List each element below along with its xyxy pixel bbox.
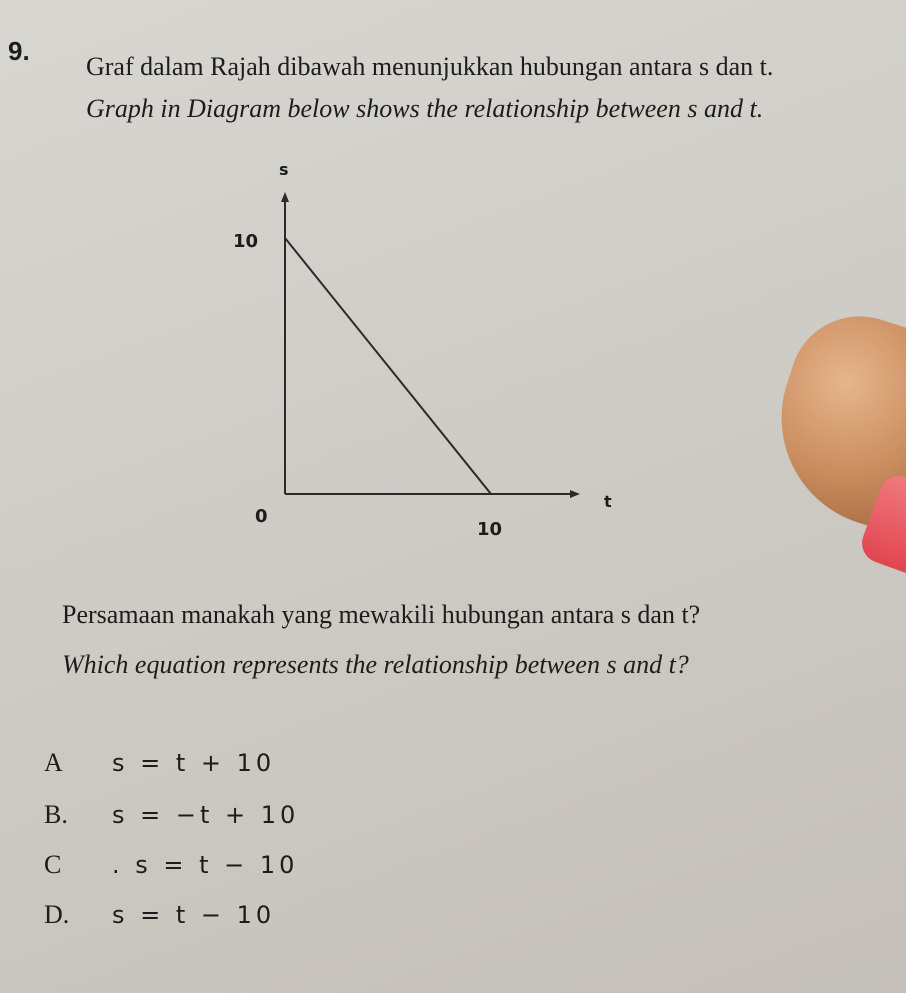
question-text-english: Graph in Diagram below shows the relationship between s and t.	[86, 94, 764, 123]
y-axis-arrow	[281, 192, 289, 202]
x-axis-arrow	[570, 490, 580, 498]
option-letter: B.	[44, 800, 68, 829]
option-b[interactable]	[44, 800, 299, 830]
option-c[interactable]	[44, 850, 298, 880]
option-letter: D.	[44, 900, 70, 929]
option-d[interactable]	[44, 900, 275, 930]
option-expression: s = −t + 10	[112, 801, 300, 829]
y-axis-label: s	[279, 160, 289, 179]
option-letter: C	[44, 850, 62, 879]
prompt-english: Which equation represents the relationship between s and t?	[62, 650, 689, 679]
option-expression: s = t + 10	[112, 749, 276, 777]
data-line	[285, 238, 491, 494]
option-a[interactable]	[44, 748, 275, 778]
option-expression: . s = t − 10	[112, 851, 299, 879]
prompt-malay: Persamaan manakah yang mewakili hubungan antara s dan t?	[62, 600, 701, 629]
question-number: 9.	[8, 36, 30, 66]
origin-label: 0	[255, 506, 268, 527]
x-axis-label: t	[604, 492, 612, 511]
option-letter: A	[44, 748, 63, 777]
question-text-malay: Graf dalam Rajah dibawah menunjukkan hubungan antara s dan t.	[86, 52, 774, 81]
x-tick-label: 10	[477, 519, 503, 540]
y-tick-label: 10	[233, 231, 259, 252]
option-expression: s = t − 10	[112, 901, 276, 929]
